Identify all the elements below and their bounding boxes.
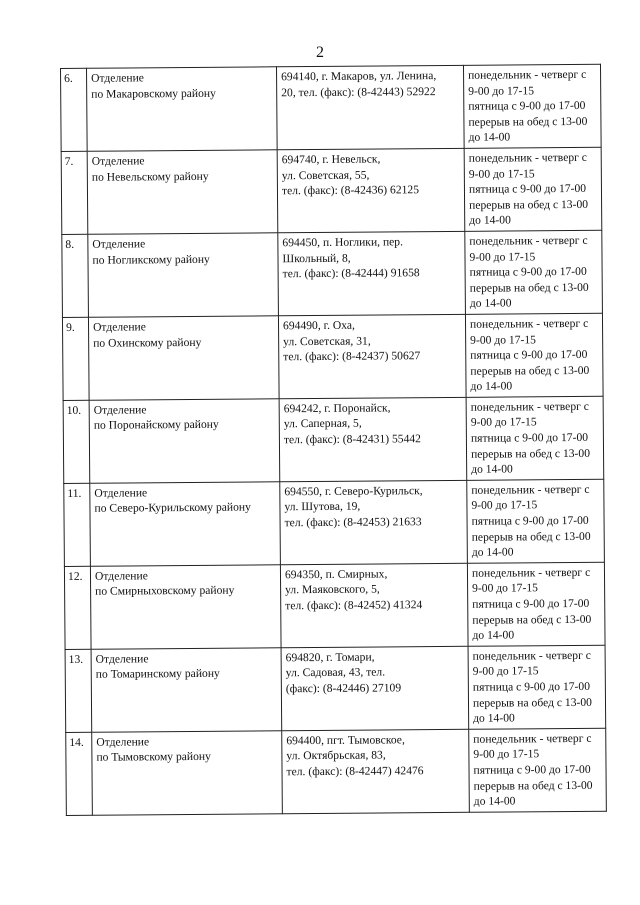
department-line: Отделение [92, 237, 146, 251]
hours-line: перерыв на обед с 13-00 [469, 280, 589, 295]
hours-cell [465, 313, 603, 397]
row-number: 12. [64, 566, 91, 649]
hours-line: до 14-00 [473, 711, 515, 725]
offices-table [60, 64, 607, 816]
hours-line: до 14-00 [472, 628, 515, 642]
department-line: по Ногликскому району [92, 252, 210, 267]
address-line: 694490, г. Оха, [282, 318, 355, 333]
row-number: 8. [62, 234, 89, 317]
hours-line: понедельник - четверг с [471, 482, 590, 497]
hours-line: 9-00 до 17-15 [472, 581, 538, 596]
department-line: Отделение [92, 320, 146, 334]
address-line: тел. (факс): (8-42447) 42476 [286, 764, 424, 779]
hours-line: понедельник - четверг с [469, 233, 588, 248]
hours-line: пятница с 9-00 до 17-00 [469, 264, 587, 279]
table-row [61, 147, 602, 234]
address-line: 20, тел. (факс): (8-42443) 52922 [281, 84, 436, 99]
address-line: 694450, п. Ноглики, пер. [282, 235, 404, 250]
hours-line: понедельник - четверг с [468, 67, 587, 82]
hours-line: 9-00 до 17-15 [473, 747, 540, 762]
address-line: ул. Советская, 55, [281, 168, 370, 182]
address-line: 694820, г. Томари, [285, 650, 375, 665]
department-line: Отделение [96, 735, 150, 749]
department-line: по Тымовскому району [96, 750, 211, 765]
address-cell [276, 65, 464, 149]
hours-line: перерыв на обед с 13-00 [471, 529, 591, 544]
row-number: 10. [63, 400, 90, 483]
hours-cell [467, 479, 605, 563]
row-number: 13. [65, 649, 92, 732]
row-number: 14. [66, 732, 93, 815]
address-cell [281, 646, 469, 730]
department-line: Отделение [94, 486, 148, 500]
department-line: по Невельскому району [91, 169, 209, 184]
hours-line: до 14-00 [468, 130, 511, 145]
row-number: 6. [61, 68, 88, 151]
hours-line: 9-00 до 17-15 [471, 498, 538, 513]
hours-line: до 14-00 [469, 296, 512, 311]
address-line: ул. Маяковского, 5, [285, 582, 380, 597]
department-line: Отделение [93, 403, 147, 417]
address-cell [280, 480, 468, 564]
hours-cell [468, 645, 606, 729]
address-line: тел. (факс): (8-42431) 55442 [283, 432, 422, 447]
address-line: тел. (факс): (8-42437) 50627 [283, 349, 421, 364]
address-cell [280, 563, 468, 647]
table-row [61, 64, 602, 151]
table-row [66, 728, 607, 815]
department-line: по Макаровскому району [91, 86, 216, 101]
department-cell [87, 150, 278, 234]
address-line: 694140, г. Макаров, ул. Ленина, [281, 69, 437, 84]
department-cell [87, 67, 278, 151]
department-line: по Поронайскому району [93, 418, 219, 433]
hours-line: перерыв на обед с 13-00 [473, 778, 593, 793]
department-line: Отделение [95, 652, 149, 666]
address-cell [282, 729, 470, 813]
hours-line: пятница с 9-00 до 17-00 [468, 182, 587, 196]
hours-line: понедельник - четверг с [469, 316, 589, 331]
hours-cell [469, 728, 607, 812]
address-line: ул. Октябрьская, 83, [286, 748, 386, 763]
table-row [64, 479, 605, 566]
page-number: 2 [316, 44, 324, 61]
department-cell [92, 731, 283, 815]
hours-line: до 14-00 [470, 379, 513, 394]
address-line: 694350, п. Смирных, [284, 567, 388, 582]
table-row [62, 230, 603, 317]
hours-line: до 14-00 [471, 462, 513, 477]
address-line: 694400, пгт. Тымовское, [286, 733, 405, 747]
hours-line: пятница с 9-00 до 17-00 [470, 347, 588, 362]
department-line: по Смирныховскому району [95, 584, 235, 599]
address-cell [278, 314, 466, 398]
hours-line: перерыв на обед с 13-00 [470, 363, 590, 378]
hours-line: до 14-00 [473, 794, 516, 808]
hours-line: понедельник - четверг с [468, 150, 587, 165]
hours-line: 9-00 до 17-15 [468, 83, 535, 98]
address-line: тел. (факс): (8-42452) 41324 [285, 598, 423, 613]
hours-line: 9-00 до 17-15 [469, 249, 536, 264]
address-line: тел. (факс): (8-42444) 91658 [282, 266, 420, 281]
hours-line: перерыв на обед с 13-00 [472, 695, 592, 710]
table-row [62, 313, 603, 400]
hours-line: перерыв на обед с 13-00 [469, 197, 589, 212]
hours-cell [464, 147, 602, 231]
department-cell [90, 565, 281, 649]
hours-line: 9-00 до 17-15 [468, 166, 535, 181]
hours-cell [463, 64, 601, 148]
address-line: тел. (факс): (8-42453) 21633 [284, 515, 422, 530]
hours-line: перерыв на обед с 13-00 [470, 446, 591, 461]
hours-line: понедельник - четверг с [470, 399, 589, 414]
hours-cell [466, 396, 604, 480]
hours-line: пятница с 9-00 до 17-00 [471, 513, 589, 528]
department-cell [88, 316, 279, 400]
address-cell [279, 397, 467, 481]
row-number: 9. [62, 317, 89, 400]
address-line: ул. Советская, 31, [283, 334, 371, 348]
table-body [61, 64, 607, 815]
hours-line: понедельник - четверг с [472, 648, 591, 663]
department-cell [88, 233, 279, 317]
department-line: по Северо-Курильскому району [94, 500, 251, 516]
address-line: (факс): (8-42446) 27109 [285, 681, 402, 696]
row-number: 11. [64, 483, 91, 566]
hours-line: пятница с 9-00 до 17-00 [470, 430, 589, 445]
address-line: 694740, г. Невельск, [281, 152, 381, 167]
hours-line: пятница с 9-00 до 17-00 [472, 679, 591, 694]
department-line: Отделение [94, 569, 148, 583]
hours-line: перерыв на обед с 13-00 [468, 114, 588, 129]
row-number: 7. [61, 151, 88, 234]
department-line: Отделение [91, 154, 145, 168]
address-line: ул. Саперная, 5, [283, 417, 362, 431]
department-line: Отделение [91, 71, 144, 85]
address-line: ул. Шутова, 19, [284, 500, 361, 514]
address-line: тел. (факс): (8-42436) 62125 [281, 183, 420, 198]
address-cell [277, 148, 465, 232]
hours-cell [465, 230, 603, 314]
hours-line: 9-00 до 17-15 [470, 415, 537, 430]
hours-line: понедельник - четверг с [473, 731, 592, 746]
hours-line: пятница с 9-00 до 17-00 [472, 596, 590, 611]
hours-line: пятница с 9-00 до 17-00 [468, 99, 586, 113]
hours-line: перерыв на обед с 13-00 [472, 612, 592, 627]
department-cell [90, 482, 281, 566]
hours-line: понедельник - четверг с [471, 565, 591, 580]
hours-line: пятница с 9-00 до 17-00 [473, 762, 591, 777]
address-line: Школьный, 8, [282, 251, 351, 265]
address-line: ул. Садовая, 43, тел. [285, 665, 386, 680]
address-line: 694550, г. Северо-Курильск, [284, 484, 423, 499]
department-cell [91, 648, 282, 732]
department-cell [89, 399, 280, 483]
table-row [65, 645, 606, 732]
hours-line: до 14-00 [469, 213, 511, 228]
hours-cell [467, 562, 605, 646]
address-line: 694242, г. Поронайск, [283, 401, 391, 416]
address-cell [278, 231, 466, 315]
hours-line: до 14-00 [471, 545, 514, 559]
table-row [63, 396, 604, 483]
department-line: по Томаринскому району [95, 667, 220, 682]
department-line: по Охинскому району [93, 335, 202, 350]
hours-line: 9-00 до 17-15 [472, 664, 539, 679]
table-row [64, 562, 605, 649]
hours-line: 9-00 до 17-15 [470, 332, 536, 347]
